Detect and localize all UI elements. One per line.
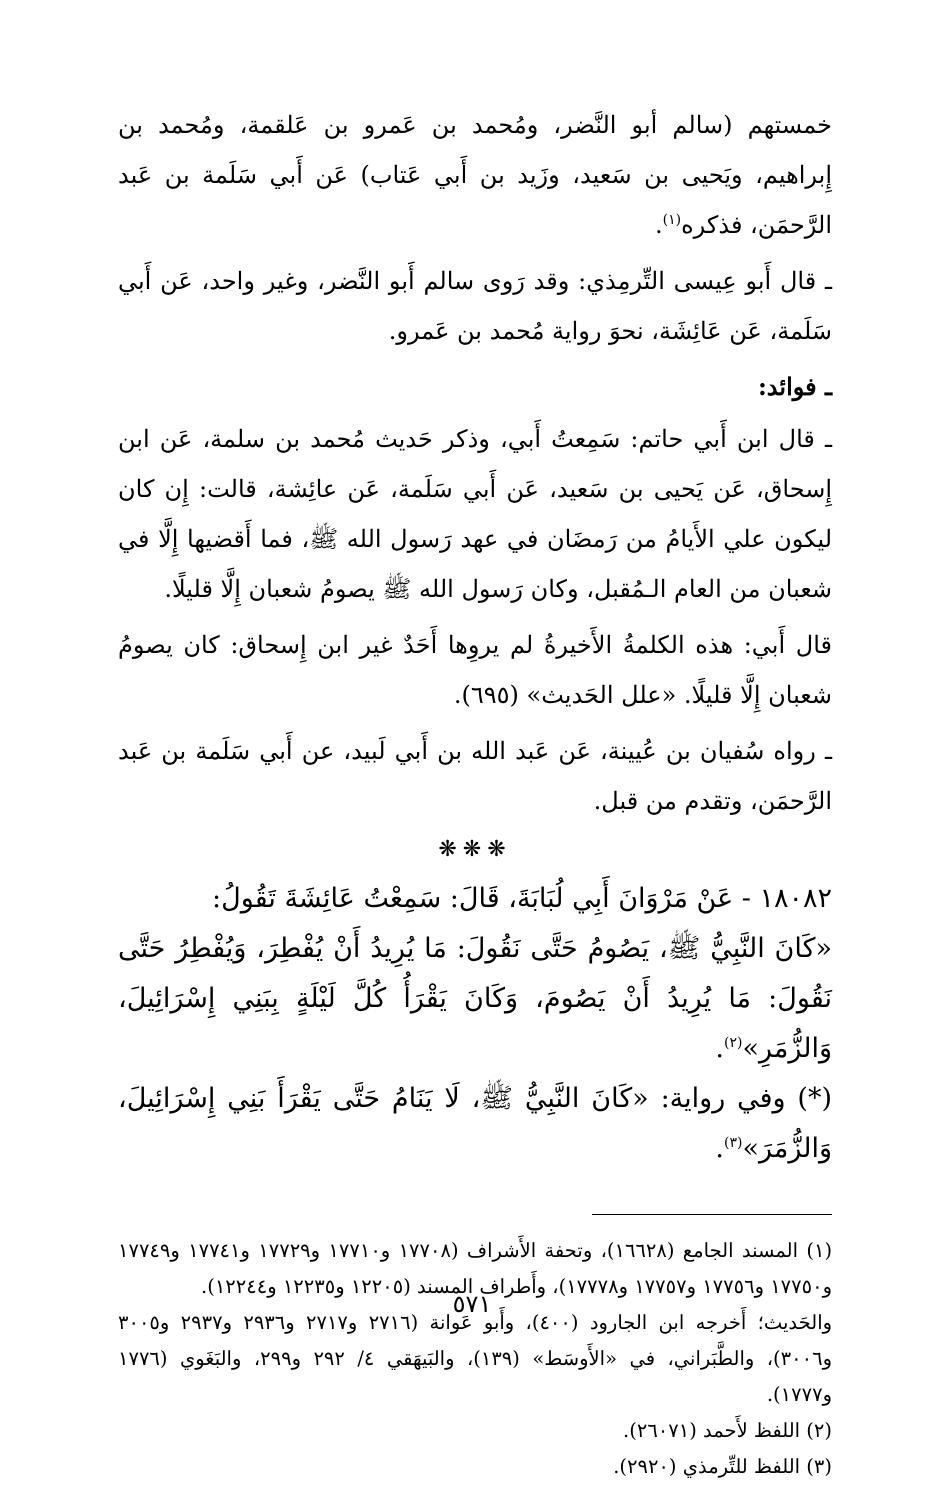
paragraph-ibn-abi-hatim: ـ قال ابن أَبي حاتم: سَمِعتُ أَبي، وذكر حَديث مُحمد بن سلمة، عَن ابن إِسحاق، عَن يَحيى بن سَعيد، عَن أَبي سَلَمة، عَن عائِشة، قالت: إِن كان ليكون علي الأَيامُ من رَمضَان في عهد رَسول الله ﷺ، فما أَقضيها إِلَّا في شعبان من العام الـمُقبل، وكان رَسول الله ﷺ يصومُ شعبان إِلَّا قليلًا. xyxy=(118,425,832,603)
footnote-ref-3[interactable]: (٣) xyxy=(723,1135,743,1151)
footnote-ref-1[interactable]: (١) xyxy=(662,212,682,228)
hadith-heading: ١٨٠٨٢ - عَنْ مَرْوَانَ أَبِي لُبَابَةَ، قَالَ: سَمِعْتُ عَائِشَةَ تَقُولُ: xyxy=(212,883,832,914)
hadith-variant-end: . xyxy=(715,1133,724,1164)
footnote-ref-2[interactable]: (٢) xyxy=(723,1035,743,1051)
hadith-variant xyxy=(118,1074,832,1174)
hadith-text xyxy=(118,924,832,1074)
footnote-2: (٢) اللفظ لأَحمد (٢٦٠٧١). xyxy=(623,1419,832,1442)
hadith-text-body: «كَانَ النَّبِيُّ ﷺ، يَصُومُ حَتَّى نَقُولَ: مَا يُرِيدُ أَنْ يُفْطِرَ، وَيُفْطِرُ حَتَّى نَقُولَ: مَا يُرِيدُ أَنْ يَصُومَ، وَكَانَ يَقْرَأُ كُلَّ لَيْلَةٍ بِبَنِي إِسْرَائِيلَ، وَالزُّمَرِ» xyxy=(118,933,832,1064)
chain-end: . xyxy=(655,211,663,239)
paragraph-chain xyxy=(118,100,832,250)
section-separator: ❋❋❋ xyxy=(438,837,512,862)
paragraph-qala-abi: قال أَبي: هذه الكلمةُ الأَخيرةُ لم يروِها أَحَدٌ غير ابن إِسحاق: كان يصومُ شعبان إِلَّا قليلًا. «علل الحَديث» (٦٩٥). xyxy=(118,631,832,709)
footnote-1-takhrij: والحَديث؛ أَخرجه ابن الجارود (٤٠٠)، وأَبو عَوانة (٢٧١٦ و٢٧١٧ و٢٩٣٦ و٢٩٣٧ و٣٠٠٥ و٣٠٠٦)، والطَّبَراني، في «الأَوسَط» (١٣٩)، والبَيهَقي ٤/ ٢٩٢ و٢٩٩، والبَغَوي (١٧٧٦ و١٧٧٧). xyxy=(118,1311,833,1406)
hadith-text-end: . xyxy=(715,1033,724,1064)
chain-text: خمستهم (سالم أبو النَّضر، ومُحمد بن عَمرو بن عَلقمة، ومُحمد بن إِبراهيم، ويَحيى بن سَعيد، وزَيد بن أَبي عَتاب) عَن أَبي سَلَمة بن عَبد الرَّحمَن، فذكره xyxy=(118,111,832,239)
section-heading-benefits: ـ فوائد: xyxy=(757,372,832,401)
footnote-3: (٣) اللفظ للتِّرمذي (٢٩٢٠). xyxy=(613,1455,832,1478)
hadith-variant-body: (*) وفي رواية: «كَانَ النَّبِيُّ ﷺ، لَا يَنَامُ حَتَّى يَقْرَأَ بَنِي إِسْرَائِيلَ، وَالزُّمَرَ» xyxy=(118,1083,832,1164)
paragraph-tirmidhi: ـ قال أَبو عِيسى التِّرمِذي: وقد رَوى سالم أَبو النَّضر، وغير واحد، عَن أَبي سَلَمة، عَن عَائِشَة، نحوَ رواية مُحمد بن عَمرو. xyxy=(118,267,833,345)
paragraph-sufyan: ـ رواه سُفيان بن عُيينة، عَن عَبد الله بن أَبي لَبيد، عن أَبي سَلَمة بن عَبد الرَّحمَن، وتقدم من قبل. xyxy=(118,737,832,815)
footnote-divider xyxy=(592,1214,832,1215)
page-number: ٥٧١ xyxy=(452,1290,492,1318)
footnote-1-sources: (١) المسند الجامع (١٦٦٢٨)، وتحفة الأَشراف (١٧٧٠٨ و١٧٧١٠ و١٧٧٢٩ و١٧٧٤١ و١٧٧٤٩ و١٧٧٥٠ و١٧٧٥٦ و١٧٧٥٧ و١٧٧٧٨)، وأَطراف المسند (١٢٢٠٥ و١٢٢٣٥ و١٢٢٤٤). xyxy=(118,1239,833,1298)
